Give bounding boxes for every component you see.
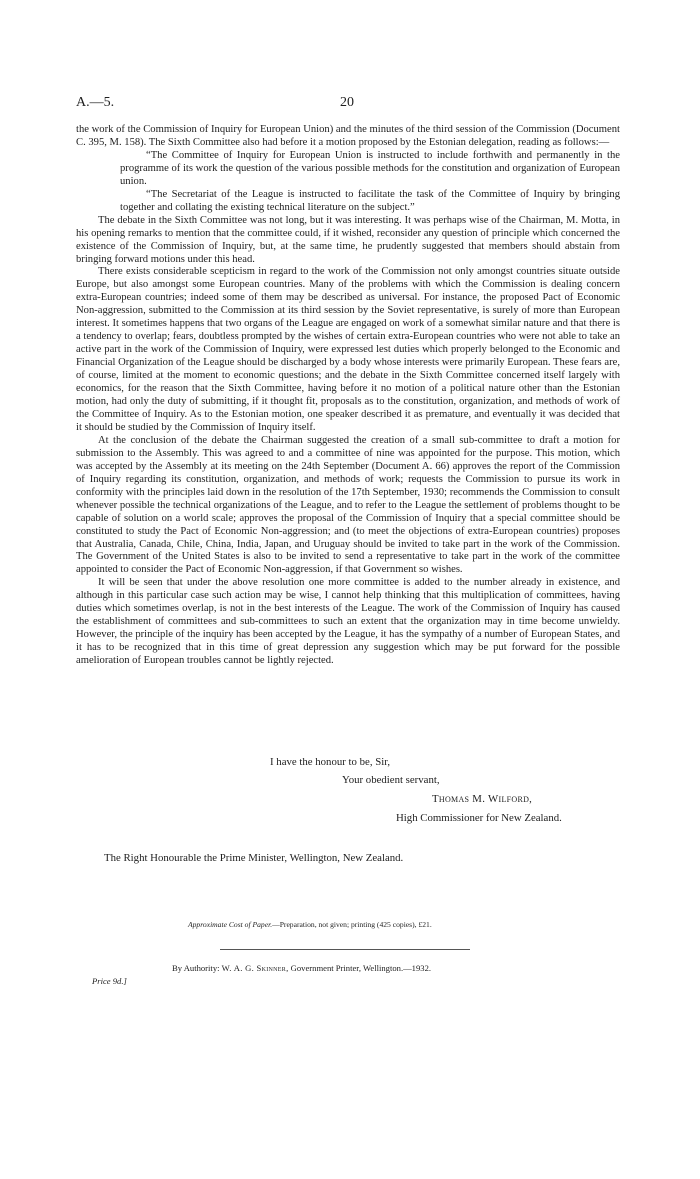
signatory-title: High Commissioner for New Zealand. [396,812,562,824]
addressee: The Right Honourable the Prime Minister, Wellington, New Zealand. [104,852,404,864]
paragraph-conclusion: At the conclusion of the debate the Chairman suggested the creation of a small sub-committee to draft a motion for submission to the Assembly. This was agreed to and a committee of nine was appointed for the purpose. This motion, which was accepted by the Assembly at its meeting on the 24th September (Document A. 66) approves the report of the Commission of Inquiry regarding its constitution, organization, and methods of work; requests the Commission to pursue its work in conformity with the principles laid down in the resolution of the 17th September, 1930; recommends the Commission to consult whenever possible the technical organizations of the League, and to refer to the League the settlement of problems thought to be capable of solution on a world scale; approves the proposal of the Commission of Inquiry that a special committee should be constituted to study the Pact of Economic Non-aggression; and (to meet the objections of extra-European countries) proposes that Australia, Canada, Chile, China, India, Japan, and Uruguay should be invited to take part in the work of the Commission. The Government of the United States is also to be invited to send a representative to take part in the work of the committee appointed to consider the Pact of Economic Non-aggression, if that Government so wishes. [76,434,620,576]
closing-honour: I have the honour to be, Sir, [270,756,391,768]
closing-servant: Your obedient servant, [342,774,440,786]
printer-authority [172,963,431,973]
paragraph-intro: the work of the Commission of Inquiry for European Union) and the minutes of the third session of the Commission (Document C. 395, M. 158). The Sixth Committee also had before it a motion proposed by the Estonian delegation, reading as follows:— [76,124,620,148]
signatory-name: Thomas M. Wilford, [432,793,533,805]
paragraph-debate: The debate in the Sixth Committee was not long, but it was interesting. It was perhaps wise of the Chairman, M. Motta, in his opening remarks to mention that the committee could, if it wished, reconsider any question of principle which concerned the existence of the Commission of Inquiry, but, at the same time, he prudently suggested that members should abstain from bringing forward motions under this head. [76,214,620,265]
paragraph-committees: It will be seen that under the above resolution one more committee is added to the number already in existence, and although in this particular case such action may be wise, I cannot help thinking that this multiplication of committees, having duties which sometimes overlap, is not in the best interests of the League. The work of the Commission of Inquiry has caused the establishment of committees and sub-committees to such an extent that the organization may in time become unwieldy. However, the principle of the inquiry has been accepted by the League, it has the sympathy of a number of European States, and it has to be recognized that in this time of great depression any suggestion which may be put forward for the possible amelioration of European troubles cannot be lightly rejected. [76,577,620,667]
document-reference: A.—5. [76,95,115,110]
footer-divider [220,949,470,950]
cost-text: —Preparation, not given; printing (425 copies), £21. [272,920,432,929]
quoted-motion-part-1: “The Committee of Inquiry for European Union is instructed to include forthwith and permanently in the programme of its work the question of the various possible methods for the constitution and organization of European union. [120,149,620,187]
printer-name: W. A. G. Skinner, [221,963,289,973]
quoted-motion-part-2: “The Secretariat of the League is instructed to facilitate the task of the Committee of Inquiry by bringing together and collating the existing technical literature on the subject.” [120,188,620,213]
authority-prefix: By Authority: [172,963,220,973]
cost-of-paper-note [188,920,432,929]
page-number: 20 [340,95,354,110]
letter-body [76,124,620,668]
authority-suffix: Government Printer, Wellington.—1932. [290,963,432,973]
price-note: Price 9d.] [92,976,127,986]
cost-label: Approximate Cost of Paper. [188,920,273,929]
paragraph-scepticism: There exists considerable scepticism in regard to the work of the Commission not only amongst countries situate outside Europe, but also amongst some European countries. Many of the problems with which the Commission is dealing concern extra-European countries; indeed some of them may be described as universal. For instance, the proposed Pact of Economic Non-aggression, submitted to the Commission at its third session by the Soviet representative, is surely of more than European interest. It sometimes happens that two organs of the League are engaged on work of a somewhat similar nature and that there is a tendency to overlap; fears, doubtless prompted by the wishes of certain extra-European countries who were not able to take an active part in the work of the Commission of Inquiry, were expressed lest duties which properly belonged to the Economic and Financial Organization of the League should be discharged by a body whose interests were primarily European. These fears are, of course, limited at the moment to economic questions; and the debate in the Sixth Committee concerned itself largely with economics, for the reason that the Sixth Committee, having before it no motion of a political nature other than the Estonian motion, had only the duty of submitting, if it thought fit, proposals as to the constitution, organization, and methods of work of the Committee of Inquiry. As to the Estonian motion, one speaker described it as premature, and eventually it was decided that it should be studied by the Commission of Inquiry itself. [76,266,620,433]
